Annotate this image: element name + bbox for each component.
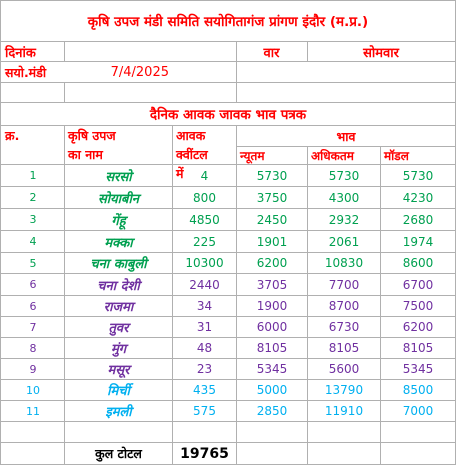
cell-modal: 1974 xyxy=(402,234,434,249)
cell-max: 4300 xyxy=(328,190,360,205)
cell-sno: 9 xyxy=(29,362,37,376)
cell-arrival: 10300 xyxy=(185,256,224,270)
cell-min: 6200 xyxy=(256,256,288,270)
cell-modal: 4230 xyxy=(402,190,434,205)
cell-modal: 6200 xyxy=(402,320,434,334)
cell-arrival: 34 xyxy=(196,299,213,313)
cell-crop: मसूर xyxy=(107,363,130,378)
cell-crop: मुंग xyxy=(110,342,127,357)
cell-sno: 6 xyxy=(29,278,37,291)
cell-min: 6000 xyxy=(256,320,288,334)
total-value: 19765 xyxy=(180,445,229,462)
cell-min: 2450 xyxy=(256,212,288,227)
cell-crop: मिर्ची xyxy=(107,384,130,399)
cell-min: 1901 xyxy=(256,234,288,249)
cell-arrival: 4 xyxy=(200,168,209,183)
cell-sno: 7 xyxy=(29,320,37,334)
cell-crop: सरसो xyxy=(105,169,132,185)
cell-max: 6730 xyxy=(328,320,360,334)
cell-max: 2061 xyxy=(328,234,360,249)
col-max-header: अधिकतम xyxy=(311,149,354,163)
cell-max: 13790 xyxy=(324,383,364,397)
cell-sno: 10 xyxy=(26,383,40,397)
cell-sno: 4 xyxy=(29,235,37,248)
cell-arrival: 435 xyxy=(193,383,216,397)
cell-crop: मक्का xyxy=(104,235,133,251)
cell-arrival: 225 xyxy=(193,234,216,249)
cell-sno: 6 xyxy=(29,299,37,313)
cell-crop: इमली xyxy=(105,405,132,420)
cell-min: 2850 xyxy=(256,404,288,418)
col-price-header: भाव xyxy=(336,128,356,144)
day-label: वार xyxy=(263,45,280,61)
cell-crop: गेंहू xyxy=(111,213,126,229)
cell-arrival: 48 xyxy=(196,341,213,355)
cell-arrival: 2440 xyxy=(189,277,220,292)
cell-max: 5600 xyxy=(328,362,360,376)
cell-sno: 5 xyxy=(29,256,37,270)
mandi-label: सयो.मंडी xyxy=(5,64,47,80)
mandi-title: कृषि उपज मंडी समिति सयोगितागंज प्रांगण इंदौर (म.प्र.) xyxy=(87,14,369,30)
cell-min: 5000 xyxy=(256,383,288,397)
cell-modal: 8600 xyxy=(402,256,434,270)
cell-max: 11910 xyxy=(324,404,364,418)
cell-sno: 2 xyxy=(29,191,37,204)
cell-arrival: 23 xyxy=(196,362,213,376)
cell-max: 2932 xyxy=(328,212,360,227)
col-modal-header: मॉडल xyxy=(384,149,409,163)
cell-max: 7700 xyxy=(328,277,360,292)
day-value: सोमवार xyxy=(363,45,399,61)
report-title: दैनिक आवक जावक भाव पत्रक xyxy=(149,107,307,123)
cell-max: 5730 xyxy=(328,168,360,183)
cell-min: 5345 xyxy=(256,362,288,376)
cell-modal: 8500 xyxy=(402,383,434,397)
cell-sno: 8 xyxy=(29,341,37,355)
cell-modal: 5730 xyxy=(402,168,434,183)
cell-crop: चना काबुली xyxy=(90,257,147,272)
cell-modal: 2680 xyxy=(402,212,434,227)
col-arrival-header-line2: क्वींटल xyxy=(176,147,208,162)
cell-arrival: 575 xyxy=(193,404,216,418)
cell-arrival: 31 xyxy=(196,320,213,334)
cell-modal: 7500 xyxy=(402,299,434,313)
cell-modal: 8105 xyxy=(402,341,434,355)
col-crop-header-line1: कृषि उपज xyxy=(68,128,116,143)
col-crop-header xyxy=(65,126,172,164)
cell-min: 3750 xyxy=(256,190,288,205)
cell-min: 8105 xyxy=(256,341,288,355)
cell-arrival: 800 xyxy=(193,190,216,205)
cell-sno: 1 xyxy=(29,169,37,182)
cell-min: 3705 xyxy=(256,277,288,292)
cell-max: 10830 xyxy=(324,256,364,270)
cell-modal: 6700 xyxy=(402,277,434,292)
total-label: कुल टोटल xyxy=(95,446,142,461)
cell-crop: सोयाबीन xyxy=(97,191,140,207)
col-min-header: न्यूतम xyxy=(240,149,265,163)
cell-modal: 7000 xyxy=(402,404,434,418)
cell-sno: 3 xyxy=(29,213,37,226)
cell-max: 8700 xyxy=(328,299,360,313)
col-arrival-header-line1: आवक xyxy=(176,128,206,143)
col-crop-header-line2: का नाम xyxy=(68,147,103,162)
col-arrival-header-line3: में xyxy=(176,166,184,181)
cell-crop: चना देशी xyxy=(97,278,140,294)
cell-sno: 11 xyxy=(26,404,40,418)
cell-min: 5730 xyxy=(256,168,288,183)
cell-crop: तुवर xyxy=(108,321,129,336)
cell-max: 8105 xyxy=(328,341,360,355)
cell-crop: राजमा xyxy=(103,300,134,315)
cell-modal: 5345 xyxy=(402,362,434,376)
cell-min: 1900 xyxy=(256,299,288,313)
cell-arrival: 4850 xyxy=(189,212,220,227)
col-sno-header: क्र. xyxy=(5,127,20,143)
date-value: 7/4/2025 xyxy=(110,64,169,80)
date-label: दिनांक xyxy=(5,45,36,61)
